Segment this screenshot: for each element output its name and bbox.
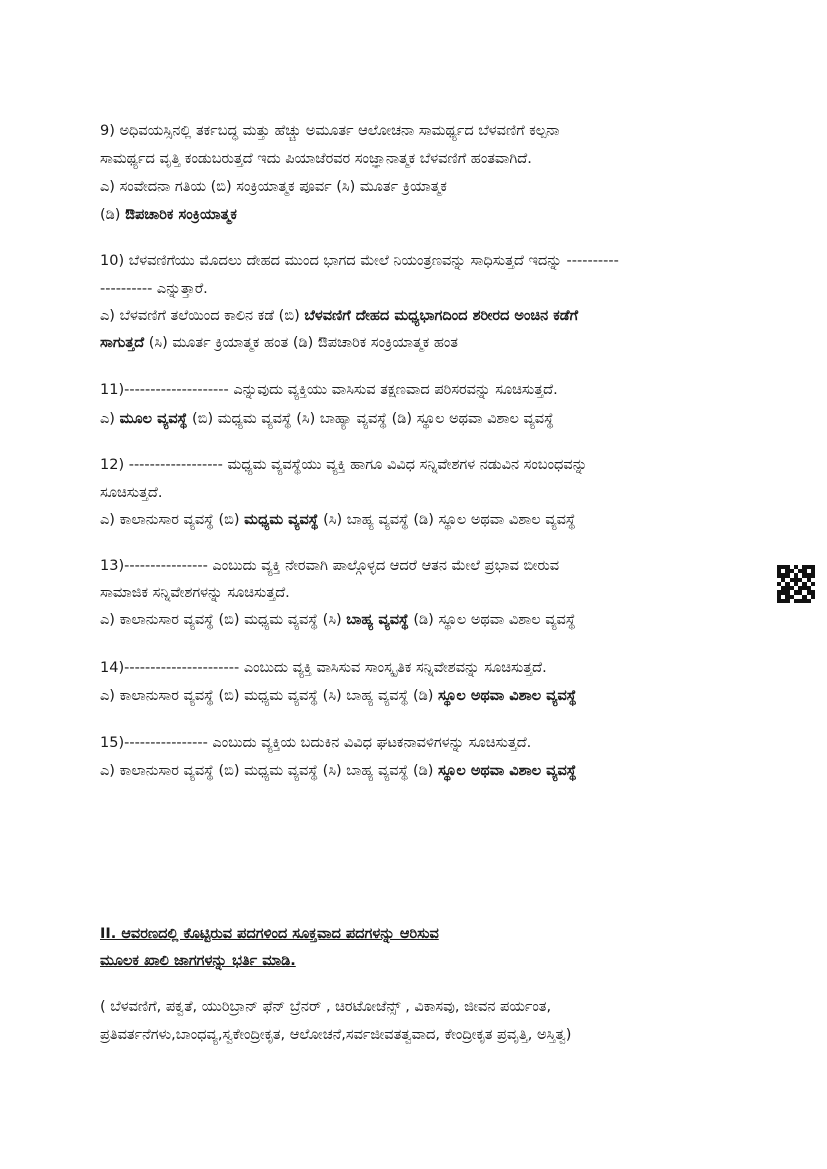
q11-option-prefix: ಎ): [100, 411, 120, 427]
q10-answer-part-1: ಬೆಳವಣಿಗೆ ದೇಹದ ಮಧ್ಯಭಾಗದಿಂದ ಶರೀರದ ಅಂಚಿನ ಕಡೆಗೆ: [304, 308, 579, 324]
q9-line-2: ಸಾಮರ್ಥ್ಯದ ವೃತ್ತಿ ಕಂಡುಬರುತ್ತದೆ ಇದು ಪಿಯಾಜೆರವರ ಸಂಜ್ಞಾನಾತ್ಮಕ ಬೆಳವಣಿಗೆ ಹಂತವಾಗಿದೆ.: [100, 151, 532, 167]
section-2-heading-line-2: ಮೂಲಕ ಖಾಲಿ ಜಾಗಗಳನ್ನು ಭರ್ತಿ ಮಾಡಿ.: [100, 953, 296, 969]
word-bank-line-1: ( ಬೆಳವಣಿಗೆ, ಪಕ್ವತೆ, ಯುರಿಬ್ರಾನ್ ಫೆನ್ ಬ್ರೆನರ್ , ಚಿರಟೋಜೆನ್ಸ್ , ವಿಕಾಸವು, ಜೀವನ ಪರ್ಯಂತ,: [100, 999, 552, 1015]
q13-option-prefix: ಎ) ಕಾಲಾನುಸಾರ ವ್ಯವಸ್ಥೆ (ಬಿ) ಮಧ್ಯಮ ವ್ಯವಸ್ಥೆ (ಸಿ): [100, 612, 347, 628]
q14-line-1: 14)---------------------- ಎಂಬುದು ವ್ಯಕ್ತಿ ವಾಸಿಸುವ ಸಾಂಸ್ಕೃತಿಕ ಸನ್ನಿವೇಶವನ್ನು ಸೂಚಿಸುತ್ತದೆ.: [100, 660, 547, 676]
q10-options-1: [100, 306, 578, 326]
q11-options: [100, 409, 554, 429]
q14-options: [100, 686, 577, 706]
section-2-heading-line-1: II. ಆವರಣದಲ್ಲಿ ಕೊಟ್ಟಿರುವ ಪದಗಳಿಂದ ಸೂಕ್ತವಾದ ಪದಗಳನ್ನು ಆರಿಸುವ: [100, 926, 439, 942]
q11-answer: ಮೂಲ ವ್ಯವಸ್ಥೆ: [119, 411, 188, 427]
q10-line-1: 10) ಬೆಳವಣಿಗೆಯು ಮೊದಲು ದೇಹದ ಮುಂದ ಭಾಗದ ಮೇಲೆ ನಿಯಂತ್ರಣವನ್ನು ಸಾಧಿಸುತ್ತದೆ ಇದನ್ನು ----------: [100, 253, 619, 269]
q15-option-prefix: ಎ) ಕಾಲಾನುಸಾರ ವ್ಯವಸ್ಥೆ (ಬಿ) ಮಧ್ಯಮ ವ್ಯವಸ್ಥೆ (ಸಿ) ಬಾಹ್ಯ ವ್ಯವಸ್ಥೆ (ಡಿ): [100, 763, 439, 779]
q13-answer: ಬಾಹ್ಯ ವ್ಯವಸ್ಥೆ: [346, 612, 409, 628]
q13-option-rest: (ಡಿ) ಸ್ಥೂಲ ಅಥವಾ ವಿಶಾಲ ವ್ಯವಸ್ಥೆ: [408, 612, 576, 628]
q10-option-rest: (ಸಿ) ಮೂರ್ತ ಕ್ರಿಯಾತ್ಮಕ ಹಂತ (ಡಿ) ಔಪಚಾರಿಕ ಸಂಕ್ರಿಯಾತ್ಮಕ ಹಂತ: [144, 335, 458, 351]
q15-line-1: 15)---------------- ಎಂಬುದು ವ್ಯಕ್ತಿಯ ಬದುಕಿನ ವಿವಿಧ ಘಟಕನಾವಳಿಗಳನ್ನು ಸೂಚಿಸುತ್ತದೆ.: [100, 735, 532, 751]
q12-option-prefix: ಎ) ಕಾಲಾನುಸಾರ ವ್ಯವಸ್ಥೆ (ಬಿ): [100, 512, 245, 528]
q12-options: [100, 510, 576, 530]
q10-answer-part-2: ಸಾಗುತ್ತದೆ: [100, 335, 145, 351]
q9-line-1: 9) ಅಧಿವಯಸ್ಸಿನಲ್ಲಿ ತರ್ಕಬದ್ಧ ಮತ್ತು ಹೆಚ್ಚು ಅಮೂರ್ತ ಆಲೋಚನಾ ಸಾಮರ್ಥ್ಯದ ಬೆಳವಣಿಗೆ ಕಲ್ಪನಾ: [100, 123, 560, 139]
q9-options-1: ಎ) ಸಂವೇದನಾ ಗತಿಯ (ಬಿ) ಸಂಕ್ರಿಯಾತ್ಮಕ ಪೂರ್ವ (ಸಿ) ಮೂರ್ತ ಕ್ರಿಯಾತ್ಮಕ: [100, 179, 447, 195]
q10-line-2: ---------- ಎನ್ನುತ್ತಾರೆ.: [100, 281, 208, 297]
q10-options-2: [100, 333, 458, 353]
q10-option-prefix: ಎ) ಬೆಳವಣಿಗೆ ತಲೆಯಿಂದ ಕಾಲಿನ ಕಡೆ (ಬಿ): [100, 308, 305, 324]
q9-answer: ಔಪಚಾರಿಕ ಸಂಕ್ರಿಯಾತ್ಮಕ: [125, 207, 237, 223]
q15-answer: ಸ್ಥೂಲ ಅಥವಾ ವಿಶಾಲ ವ್ಯವಸ್ಥೆ: [438, 763, 577, 779]
q9-option-d-label: (ಡಿ): [100, 207, 126, 223]
q11-line-1: 11)-------------------- ಎನ್ನುವುದು ವ್ಯಕ್ತಿಯು ವಾಸಿಸುವ ತಕ್ಷಣವಾದ ಪರಿಸರವನ್ನು ಸೂಚಿಸುತ್ತದೆ.: [100, 382, 558, 398]
q9-options-2: [100, 205, 237, 225]
q11-option-rest: (ಬಿ) ಮಧ್ಯಮ ವ್ಯವಸ್ಥೆ (ಸಿ) ಬಾಹ್ಯಾ ವ್ಯವಸ್ಥೆ (ಡಿ) ಸ್ಥೂಲ ಅಥವಾ ವಿಶಾಲ ವ್ಯವಸ್ಥೆ: [187, 411, 554, 427]
word-bank-line-2: ಪ್ರತಿವರ್ತನೆಗಳು,ಬಾಂಧವ್ಯ,ಸ್ವಕೇಂದ್ರೀಕೃತ, ಆಲೋಚನೆ,ಸರ್ವಜೀವತತ್ವವಾದ, ಕೇಂದ್ರೀಕೃತ ಪ್ರವೃತ್ತಿ, ಅಸ್ತಿತ್ವ): [100, 1027, 572, 1043]
q12-line-2: ಸೂಚಿಸುತ್ತದೆ.: [100, 485, 163, 501]
q15-options: [100, 761, 577, 781]
q14-answer: ಸ್ಥೂಲ ಅಥವಾ ವಿಶಾಲ ವ್ಯವಸ್ಥೆ: [438, 688, 577, 704]
q13-options: [100, 610, 576, 630]
q12-answer: ಮಧ್ಯಮ ವ್ಯವಸ್ಥೆ: [244, 512, 319, 528]
q13-line-1: 13)---------------- ಎಂಬುದು ವ್ಯಕ್ತಿ ನೇರವಾಗಿ ಪಾಲ್ಗೊಳ್ಳದ ಆದರೆ ಆತನ ಮೇಲೆ ಪ್ರಭಾವ ಬೀರುವ: [100, 558, 560, 574]
qr-code-icon: [777, 565, 815, 603]
q12-option-rest: (ಸಿ) ಬಾಹ್ಯ ವ್ಯವಸ್ಥೆ (ಡಿ) ಸ್ಥೂಲ ಅಥವಾ ವಿಶಾಲ ವ್ಯವಸ್ಥೆ: [318, 512, 576, 528]
q12-line-1: 12) ------------------ ಮಧ್ಯಮ ವ್ಯವಸ್ಥೆಯು ವ್ಯಕ್ತಿ ಹಾಗೂ ವಿವಿಧ ಸನ್ನಿವೇಶಗಳ ನಡುವಿನ ಸಂಬಂಧವನ್ನು: [100, 457, 588, 473]
q13-line-2: ಸಾಮಾಜಿಕ ಸನ್ನಿವೇಶಗಳನ್ನು ಸೂಚಿಸುತ್ತದೆ.: [100, 585, 290, 601]
q14-option-prefix: ಎ) ಕಾಲಾನುಸಾರ ವ್ಯವಸ್ಥೆ (ಬಿ) ಮಧ್ಯಮ ವ್ಯವಸ್ಥೆ (ಸಿ) ಬಾಹ್ಯ ವ್ಯವಸ್ಥೆ (ಡಿ): [100, 688, 439, 704]
